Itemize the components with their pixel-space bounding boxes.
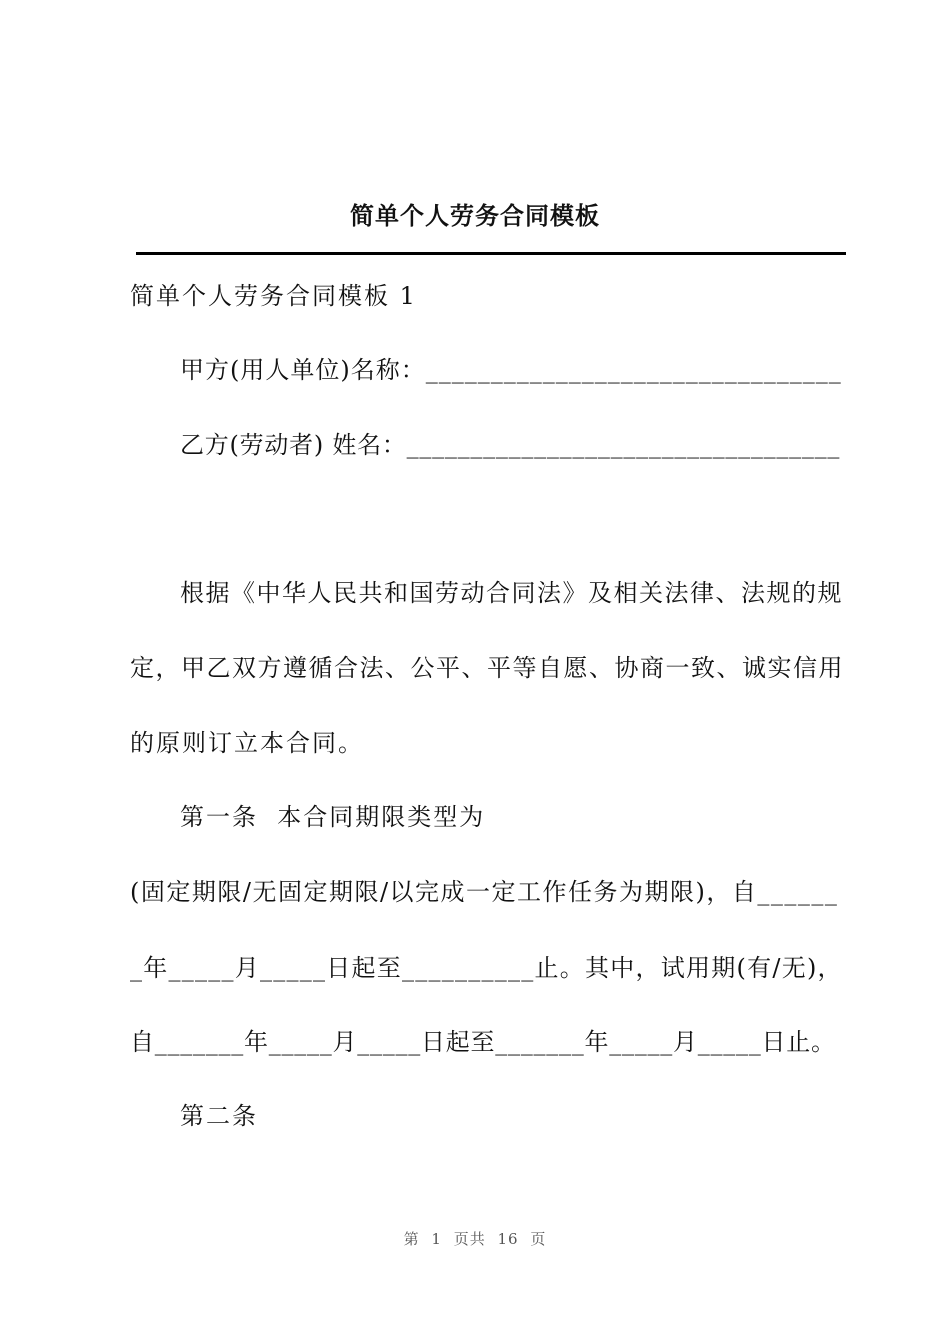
paragraph-line: 根据《中华人民共和国劳动合同法》及相关法律、法规的规: [180, 579, 843, 607]
paragraph-line: (固定期限/无固定期限/以完成一定工作任务为期限)，自______: [130, 878, 839, 906]
party-a-field: 甲方(用人单位)名称：________________________________: [180, 356, 842, 384]
section-heading: 简单个人劳务合同模板 1: [130, 282, 417, 310]
page-number: 第 1 页共 16 页: [403, 1230, 547, 1248]
party-b-field: 乙方(劳动者) 姓名：__________________________________: [180, 431, 841, 459]
article-1-heading: 第一条 本合同期限类型为: [180, 803, 486, 831]
paragraph-line: 定，甲乙双方遵循合法、公平、平等自愿、协商一致、诚实信用: [130, 654, 844, 682]
paragraph-line: 的原则订立本合同。: [130, 729, 364, 757]
article-2-heading: 第二条: [180, 1102, 258, 1130]
document-title: 简单个人劳务合同模板: [350, 201, 600, 230]
title-divider: [136, 252, 846, 255]
paragraph-line: _年_____月_____日起至__________止。其中，试用期(有/无)，: [130, 954, 843, 982]
paragraph-line: 自_______年_____月_____日起至_______年_____月_____日止。: [130, 1028, 836, 1056]
